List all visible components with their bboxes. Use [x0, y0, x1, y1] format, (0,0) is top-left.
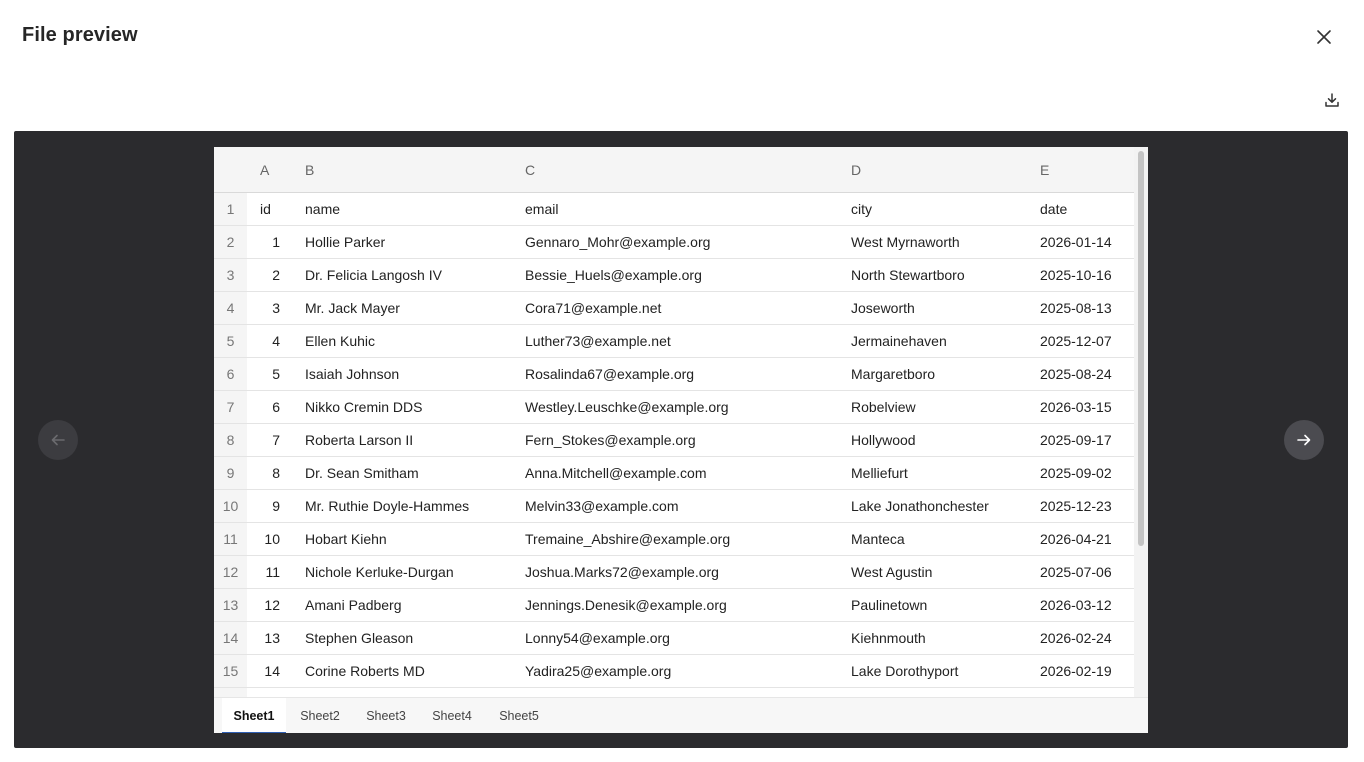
cell-name[interactable]: Mr. Jack Mayer	[292, 292, 512, 325]
cell-date[interactable]: 2025-09-17	[1027, 424, 1134, 457]
row-number: 5	[214, 325, 247, 358]
row-number: 1	[214, 193, 247, 226]
cell-id[interactable]: 12	[247, 589, 292, 622]
cell-name[interactable]: Roberta Larson II	[292, 424, 512, 457]
row-number: 10	[214, 490, 247, 523]
cell-city[interactable]: Jermainehaven	[838, 325, 1027, 358]
cell-email[interactable]: Melvin33@example.com	[512, 490, 838, 523]
cell-city[interactable]: West Myrnaworth	[838, 226, 1027, 259]
close-button[interactable]	[1310, 23, 1338, 51]
table-row	[214, 358, 1134, 391]
row-number: 9	[214, 457, 247, 490]
table-row	[214, 325, 1134, 358]
cell-date[interactable]: 2025-07-06	[1027, 556, 1134, 589]
cell-id[interactable]: 8	[247, 457, 292, 490]
arrow-right-icon	[1296, 432, 1312, 448]
table-row	[214, 193, 1134, 226]
cell-name[interactable]: Hobart Kiehn	[292, 523, 512, 556]
row-number: 6	[214, 358, 247, 391]
sheet-tabs	[214, 697, 1148, 733]
cell-id[interactable]: 9	[247, 490, 292, 523]
cell-city[interactable]: Kiehnmouth	[838, 622, 1027, 655]
row-number: 7	[214, 391, 247, 424]
table-row	[214, 655, 1134, 688]
cell-date[interactable]: 2025-12-23	[1027, 490, 1134, 523]
table-row	[214, 226, 1134, 259]
column-header-e: E	[1027, 147, 1134, 193]
column-header-a: A	[247, 147, 292, 193]
cell-name[interactable]: Mr. Ruthie Doyle-Hammes	[292, 490, 512, 523]
cell-name[interactable]: Dr. Sean Smitham	[292, 457, 512, 490]
table-row	[214, 391, 1134, 424]
cell-city[interactable]: North Stewartboro	[838, 259, 1027, 292]
column-letter-header	[214, 147, 1134, 193]
download-icon	[1324, 92, 1340, 108]
table-row	[214, 556, 1134, 589]
cell-email[interactable]: Rosalinda67@example.org	[512, 358, 838, 391]
column-header-c: C	[512, 147, 838, 193]
cell-name[interactable]: Nichole Kerluke-Durgan	[292, 556, 512, 589]
cell-email[interactable]: Yadira25@example.org	[512, 655, 838, 688]
cell-email[interactable]: Lonny54@example.org	[512, 622, 838, 655]
cell-city[interactable]: Melliefurt	[838, 457, 1027, 490]
cell-email[interactable]: Luther73@example.net	[512, 325, 838, 358]
cell-date[interactable]: 2025-09-02	[1027, 457, 1134, 490]
cell-email[interactable]: Gennaro_Mohr@example.org	[512, 226, 838, 259]
table-row	[214, 292, 1134, 325]
cell[interactable]: city	[838, 193, 1027, 226]
table-row	[214, 622, 1134, 655]
table-row-partial	[214, 688, 1134, 698]
cell-email[interactable]: Bessie_Huels@example.org	[512, 259, 838, 292]
dialog-title: File preview	[22, 24, 138, 46]
tab-sheet1[interactable]: Sheet1	[222, 698, 286, 733]
previous-file-button[interactable]	[38, 420, 78, 460]
cell[interactable]: date	[1027, 193, 1134, 226]
table-row	[214, 523, 1134, 556]
row-number: 2	[214, 226, 247, 259]
cell-date[interactable]: 2026-02-24	[1027, 622, 1134, 655]
cell-id[interactable]: 5	[247, 358, 292, 391]
cell-city[interactable]: Manteca	[838, 523, 1027, 556]
cell-email[interactable]: Cora71@example.net	[512, 292, 838, 325]
row-number: 12	[214, 556, 247, 589]
cell-id[interactable]: 10	[247, 523, 292, 556]
cell-date[interactable]: 2025-08-13	[1027, 292, 1134, 325]
cell-name[interactable]: Dr. Felicia Langosh IV	[292, 259, 512, 292]
cell-email[interactable]: Joshua.Marks72@example.org	[512, 556, 838, 589]
row-number: 8	[214, 424, 247, 457]
cell-id[interactable]: 2	[247, 259, 292, 292]
table-row	[214, 589, 1134, 622]
row-number: 15	[214, 655, 247, 688]
cell-id[interactable]: 7	[247, 424, 292, 457]
cell-name[interactable]: Nikko Cremin DDS	[292, 391, 512, 424]
cell-date[interactable]: 2026-01-14	[1027, 226, 1134, 259]
spreadsheet-viewer	[214, 147, 1148, 733]
close-icon	[1316, 29, 1332, 45]
cell-date[interactable]: 2026-03-15	[1027, 391, 1134, 424]
next-file-button[interactable]	[1284, 420, 1324, 460]
cell[interactable]: id	[247, 193, 292, 226]
cell-date[interactable]: 2025-12-07	[1027, 325, 1134, 358]
cell-email[interactable]: Westley.Leuschke@example.org	[512, 391, 838, 424]
download-button[interactable]	[1320, 88, 1344, 112]
cell-name[interactable]: Amani Padberg	[292, 589, 512, 622]
cell-id[interactable]: 6	[247, 391, 292, 424]
cell-city[interactable]: Robelview	[838, 391, 1027, 424]
row-number: 14	[214, 622, 247, 655]
cell-name[interactable]: Hollie Parker	[292, 226, 512, 259]
cell-email[interactable]: Fern_Stokes@example.org	[512, 424, 838, 457]
cell-id[interactable]: 14	[247, 655, 292, 688]
vertical-scrollbar[interactable]	[1134, 147, 1148, 697]
table-row	[214, 259, 1134, 292]
cell-city[interactable]: Hollywood	[838, 424, 1027, 457]
tab-sheet2[interactable]: Sheet2	[300, 709, 340, 723]
cell-city[interactable]: Joseworth	[838, 292, 1027, 325]
cell-id[interactable]: 13	[247, 622, 292, 655]
cell-date[interactable]: 2025-10-16	[1027, 259, 1134, 292]
cell-city[interactable]: Margaretboro	[838, 358, 1027, 391]
cell-date[interactable]: 2026-02-19	[1027, 655, 1134, 688]
column-header-d: D	[838, 147, 1027, 193]
cell-email[interactable]: Anna.Mitchell@example.com	[512, 457, 838, 490]
table-row	[214, 424, 1134, 457]
cell-email[interactable]: Jennings.Denesik@example.org	[512, 589, 838, 622]
tab-sheet4[interactable]: Sheet4	[432, 709, 472, 723]
table-row	[214, 490, 1134, 523]
row-number: 11	[214, 523, 247, 556]
cell-date[interactable]: 2025-08-24	[1027, 358, 1134, 391]
table-row	[214, 457, 1134, 490]
cell-id[interactable]: 4	[247, 325, 292, 358]
cell-id[interactable]: 11	[247, 556, 292, 589]
row-number: 4	[214, 292, 247, 325]
cell-city[interactable]: Paulinetown	[838, 589, 1027, 622]
cell-name[interactable]: Stephen Gleason	[292, 622, 512, 655]
column-header-b: B	[292, 147, 512, 193]
cell-name[interactable]: Ellen Kuhic	[292, 325, 512, 358]
preview-stage	[14, 131, 1348, 748]
cell-name[interactable]: Corine Roberts MD	[292, 655, 512, 688]
cell-date[interactable]: 2026-03-12	[1027, 589, 1134, 622]
row-number: 3	[214, 259, 247, 292]
spreadsheet-grid[interactable]	[214, 147, 1134, 697]
arrow-left-icon	[50, 432, 66, 448]
cell-city[interactable]: Lake Jonathonchester	[838, 490, 1027, 523]
row-number: 13	[214, 589, 247, 622]
cell-id[interactable]: 1	[247, 226, 292, 259]
tab-sheet3[interactable]: Sheet3	[366, 709, 406, 723]
cell-id[interactable]: 3	[247, 292, 292, 325]
scrollbar-thumb[interactable]	[1138, 151, 1144, 546]
cell-city[interactable]: West Agustin	[838, 556, 1027, 589]
cell-name[interactable]: Isaiah Johnson	[292, 358, 512, 391]
cell[interactable]: email	[512, 193, 838, 226]
tab-sheet5[interactable]: Sheet5	[499, 709, 539, 723]
cell-email[interactable]: Tremaine_Abshire@example.org	[512, 523, 838, 556]
cell-city[interactable]: Lake Dorothyport	[838, 655, 1027, 688]
cell[interactable]: name	[292, 193, 512, 226]
corner-cell	[214, 147, 247, 193]
cell-date[interactable]: 2026-04-21	[1027, 523, 1134, 556]
spreadsheet-table	[214, 147, 1134, 697]
